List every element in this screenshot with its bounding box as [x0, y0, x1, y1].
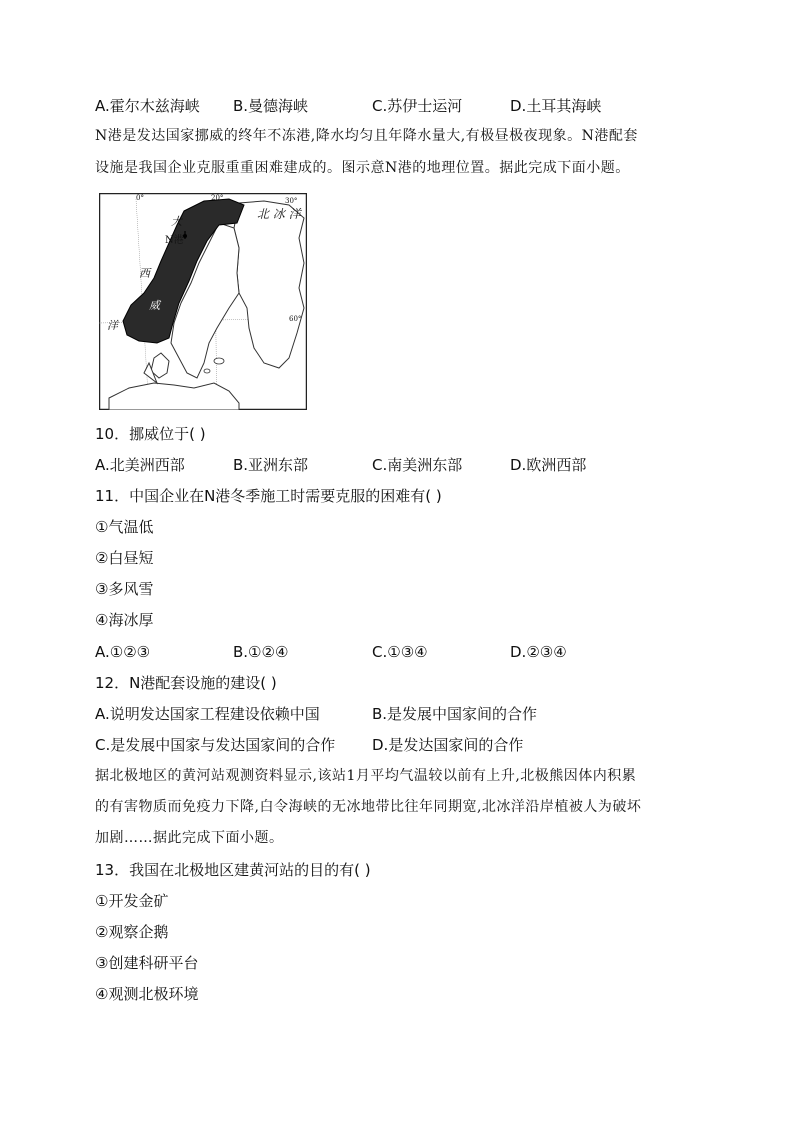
port-n-label: N港: [165, 235, 184, 246]
map-drawing: [99, 193, 307, 410]
q11-stem: 11．中国企业在N港冬季施工时需要克服的困难有( ): [95, 487, 442, 505]
q12-option-a: A.说明发达国家工程建设依赖中国: [95, 705, 320, 723]
ocean-label-da: 大: [171, 215, 182, 228]
intro2-line-2: 的有害物质而免疫力下降,白令海峡的无冰地带比往年同期宽,北冰洋沿岸植被人为破坏: [95, 799, 642, 815]
country-label-wei: 威: [149, 299, 160, 312]
q10-option-c: C.南美洲东部: [372, 456, 463, 474]
intro2-line-3: 加剧……据此完成下面小题。: [95, 830, 284, 846]
ocean-label-xi: 西: [139, 267, 150, 280]
q10-stem: 10．挪威位于( ): [95, 425, 206, 443]
q11-option-b: B.①②④: [233, 643, 289, 661]
ocean-label-yang: 洋: [107, 319, 118, 332]
q11-item-4: ④海冰厚: [95, 611, 154, 629]
q13-item-1: ①开发金矿: [95, 892, 169, 910]
intro1-line-1: N港是发达国家挪威的终年不冻港,降水均匀且年降水量大,有极昼极夜现象。N港配套: [95, 128, 638, 144]
intro1-line-2: 设施是我国企业克服重重困难建成的。图示意N港的地理位置。据此完成下面小题。: [95, 160, 630, 176]
norway-map: [99, 193, 307, 410]
q13-item-2: ②观察企鹅: [95, 923, 169, 941]
q9-option-b: B.曼德海峡: [233, 97, 309, 115]
q9-option-d: D.土耳其海峡: [510, 97, 602, 115]
q11-option-a: A.①②③: [95, 643, 151, 661]
lon-20-label: 20°: [211, 194, 224, 202]
q9-option-c: C.苏伊士运河: [372, 97, 463, 115]
q11-item-1: ①气温低: [95, 518, 154, 536]
q13-item-3: ③创建科研平台: [95, 954, 199, 972]
lat-60-label: 60°: [289, 315, 302, 323]
q12-option-c: C.是发展中国家与发达国家间的合作: [95, 736, 336, 754]
lon-0-label: 0°: [136, 194, 144, 202]
q12-option-d: D.是发达国家间的合作: [372, 736, 524, 754]
lon-30-label: 30°: [285, 197, 298, 205]
q11-option-c: C.①③④: [372, 643, 428, 661]
q11-option-d: D.②③④: [510, 643, 567, 661]
q13-item-4: ④观测北极环境: [95, 985, 199, 1003]
q10-option-d: D.欧洲西部: [510, 456, 587, 474]
q9-option-a: A.霍尔木兹海峡: [95, 97, 200, 115]
q12-stem: 12．N港配套设施的建设( ): [95, 674, 277, 692]
intro2-line-1: 据北极地区的黄河站观测资料显示,该站1月平均气温较以前有上升,北极熊因体内积累: [95, 768, 637, 784]
q13-stem: 13．我国在北极地区建黄河站的目的有( ): [95, 861, 371, 879]
q12-option-b: B.是发展中国家间的合作: [372, 705, 538, 723]
q10-option-a: A.北美洲西部: [95, 456, 185, 474]
q10-option-b: B.亚洲东部: [233, 456, 309, 474]
q11-item-2: ②白昼短: [95, 549, 154, 567]
arctic-ocean-label: 北 冰 洋: [257, 207, 301, 221]
q11-item-3: ③多风雪: [95, 580, 154, 598]
